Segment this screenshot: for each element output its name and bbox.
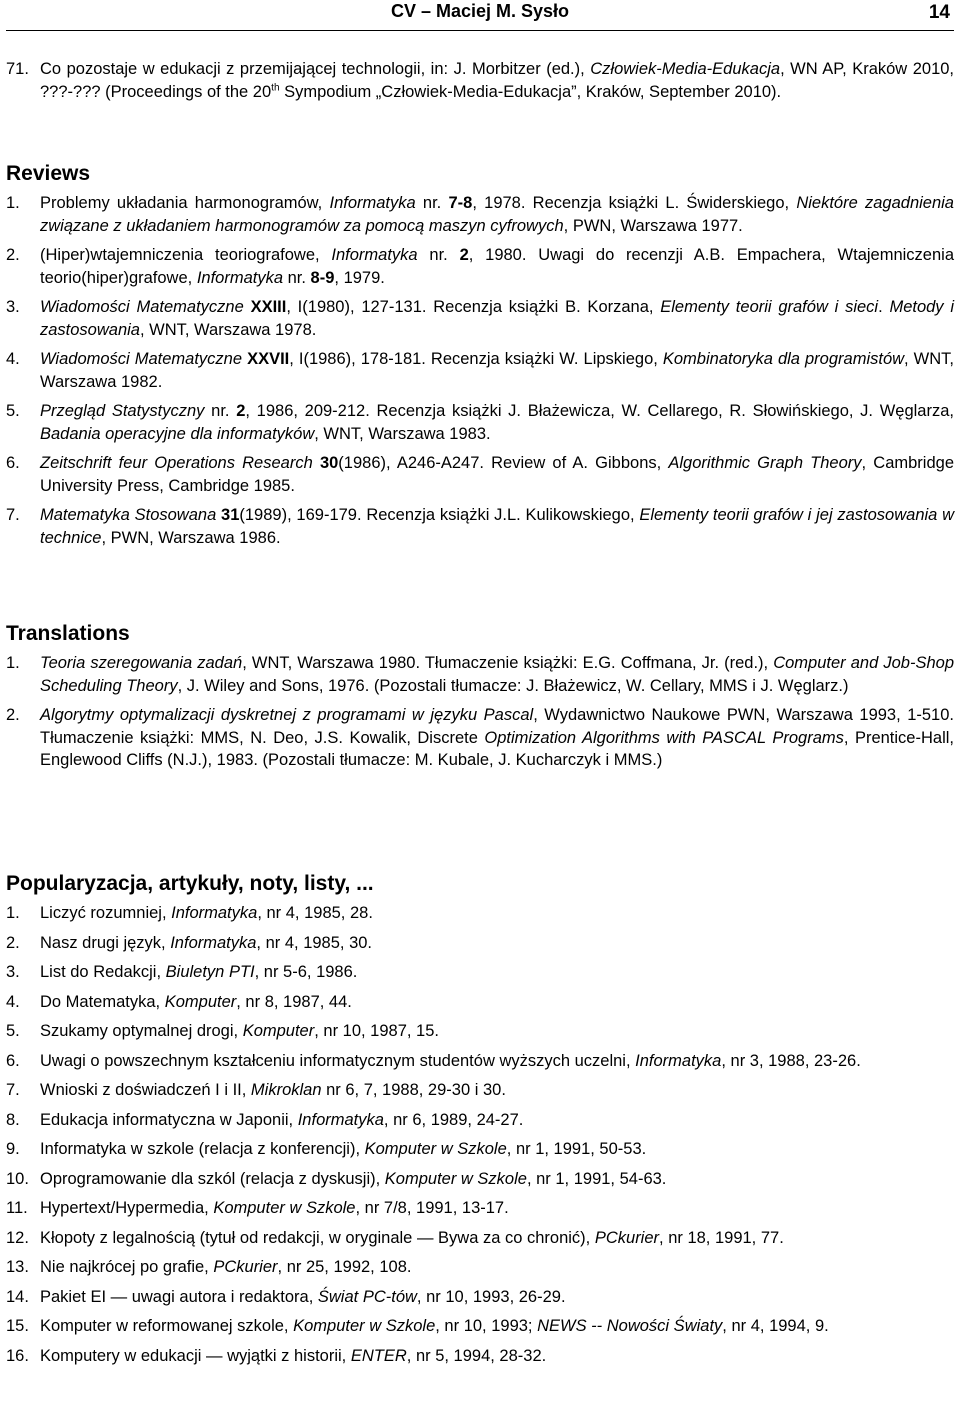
text-run: nr. — [283, 268, 311, 287]
text-run: , nr 10, 1993; — [435, 1317, 538, 1335]
text-run: Świat PC-tów — [317, 1287, 417, 1306]
list-item — [6, 1020, 954, 1043]
item-number: 7. — [6, 1081, 20, 1099]
text-run: Badania operacyjne dla informatyków — [40, 424, 315, 443]
item-text — [40, 1345, 954, 1368]
item-text — [40, 1197, 954, 1220]
text-run: Człowiek-Media-Edukacja — [590, 60, 781, 78]
text-run: Informatyka — [171, 904, 258, 922]
text-run: Oprogramowanie dla szkól (relacja z dyskusji), — [40, 1169, 385, 1188]
text-run: ENTER — [350, 1346, 407, 1365]
item-text — [40, 902, 954, 925]
list-item — [6, 1079, 954, 1102]
list-item — [6, 1345, 954, 1368]
text-run: PCkurier — [594, 1228, 660, 1247]
text-run: nr. — [204, 402, 237, 420]
item-number: 2. — [6, 933, 20, 952]
text-run: 8-9 — [310, 268, 335, 287]
item-text — [40, 348, 954, 393]
text-run: , nr 4, 1985, 30. — [256, 933, 373, 952]
item-text — [40, 1227, 954, 1250]
text-run: Do Matematyka, — [40, 992, 165, 1011]
text-run: (1986), A246-A247. Review of A. Gibbons, — [338, 454, 669, 472]
text-run: XXVII — [247, 350, 290, 368]
text-run: List do Redakcji, — [40, 963, 166, 981]
text-run: Pakiet EI — uwagi autora i redaktora, — [40, 1287, 318, 1306]
text-run: (Hiper)wtajemniczenia teoriografowe, — [40, 246, 332, 264]
item-number: 2. — [6, 706, 20, 724]
item-number: 4. — [6, 350, 20, 368]
text-run: Komputer w reformowanej szkole, — [40, 1317, 294, 1335]
item-text — [40, 192, 954, 237]
text-run: Co pozostaje w edukacji z przemijającej technologii, in: J. Morbitzer (ed.), — [40, 60, 591, 78]
item-number: 6. — [6, 454, 20, 472]
popular-section — [6, 872, 954, 1374]
item-number: 3. — [6, 963, 20, 981]
text-run: Komputer — [164, 992, 237, 1011]
text-run: Nasz drugi język, — [40, 933, 171, 952]
item-number: 4. — [6, 992, 20, 1011]
text-run: Metody i zastosowania — [40, 298, 955, 339]
text-run: , nr 3, 1988, 23-26. — [721, 1051, 861, 1070]
text-run: , nr 1, 1991, 54-63. — [526, 1169, 667, 1188]
text-run: Algorytmy optymalizacji dyskretnej z programami w języku Pascal — [40, 706, 534, 724]
text-run: Mikroklan — [250, 1081, 322, 1099]
list-item — [6, 961, 954, 984]
text-run: Komputery w edukacji — wyjątki z historii, — [40, 1346, 351, 1365]
item-number: 1. — [6, 194, 20, 212]
reviews-list — [6, 192, 954, 549]
list-item — [6, 192, 954, 237]
item-number: 13. — [6, 1258, 29, 1276]
text-run: Komputer — [242, 1022, 315, 1040]
text-run: Wnioski z doświadczeń I i II, — [40, 1081, 251, 1099]
item-text — [40, 58, 954, 103]
text-run: , 1978. Recenzja książki L. Świderskiego, — [472, 194, 797, 212]
text-run: , nr 8, 1987, 44. — [236, 992, 352, 1011]
item-text — [40, 504, 954, 549]
list-item — [6, 932, 954, 955]
text-run: Liczyć rozumniej, — [40, 904, 172, 922]
page-number: 14 — [928, 2, 950, 23]
text-run: Informatyka w szkole (relacja z konferencji), — [40, 1140, 365, 1158]
text-run: Algorithmic Graph Theory — [668, 454, 862, 472]
text-run: Wiadomości Matematyczne — [40, 298, 244, 316]
text-run: , WNT, Warszawa 1983. — [314, 424, 491, 443]
item-text — [40, 1138, 954, 1161]
text-run: Uwagi o powszechnym kształceniu informatycznym studentów wyższych uczelni, — [40, 1051, 636, 1070]
list-item — [6, 704, 954, 772]
publications-continued — [6, 58, 954, 110]
text-run: Nie najkrócej po grafie, — [40, 1258, 214, 1276]
text-run: Edukacja informatyczna w Japonii, — [40, 1110, 298, 1129]
text-run: Komputer w Szkole — [213, 1199, 356, 1217]
item-number: 16. — [6, 1346, 29, 1365]
item-number: 14. — [6, 1287, 29, 1306]
text-run: Matematyka Stosowana — [40, 506, 217, 524]
text-run: Hypertext/Hypermedia, — [40, 1199, 214, 1217]
item-text — [40, 1256, 954, 1279]
text-run: , nr 10, 1993, 26-29. — [416, 1287, 566, 1306]
list-item — [6, 1168, 954, 1191]
text-run: Szukamy optymalnej drogi, — [40, 1022, 243, 1040]
text-run: , nr 1, 1991, 50-53. — [506, 1140, 647, 1158]
text-run: , WNT, Warszawa 1980. Tłumaczenie książki: E.G. Coffmana, Jr. (red.), — [242, 654, 774, 672]
list-item — [6, 1286, 954, 1309]
text-run: Informatyka — [331, 246, 418, 264]
list-item — [6, 1050, 954, 1073]
text-run: Informatyka — [170, 933, 257, 952]
text-run: , WNT, Warszawa 1978. — [139, 320, 317, 339]
item-text — [40, 452, 954, 497]
text-run: Kombinatoryka dla programistów — [662, 350, 905, 368]
text-run: , 1979. — [334, 268, 385, 287]
item-text — [40, 932, 954, 955]
text-run: , nr 4, 1985, 28. — [257, 904, 373, 922]
text-run: Problemy układania harmonogramów, — [40, 194, 330, 212]
section-heading-popular: Popularyzacja, artykuły, noty, listy, ... — [6, 872, 374, 895]
item-text — [40, 1109, 954, 1132]
item-number: 11. — [6, 1199, 28, 1217]
translations-section — [6, 622, 954, 779]
list-item — [6, 1197, 954, 1220]
list-item — [6, 58, 954, 103]
text-run: nr 6, 7, 1988, 29-30 i 30. — [321, 1081, 506, 1099]
item-text — [40, 961, 954, 984]
text-run: , nr 10, 1987, 15. — [314, 1022, 439, 1040]
text-run: Optimization Algorithms with PASCAL Programs — [484, 728, 844, 747]
list-item — [6, 400, 954, 445]
text-run: , Prentice-Hall, Englewood Cliffs (N.J.), 1983. (Pozostali tłumacze: M. Kubale, J. Kucharczyk i MMS.) — [40, 728, 954, 769]
text-run: th — [271, 82, 280, 93]
item-number: 2. — [6, 246, 20, 264]
text-run: Informatyka — [329, 194, 416, 212]
item-text — [40, 1020, 954, 1043]
item-text — [40, 704, 954, 772]
text-run: Zeitschrift feur Operations Research — [40, 454, 313, 472]
text-run: Computer and Job-Shop Scheduling Theory — [40, 654, 954, 695]
item-number: 9. — [6, 1140, 20, 1158]
item-text — [40, 991, 954, 1014]
list-item — [6, 452, 954, 497]
list-item — [6, 348, 954, 393]
item-text — [40, 296, 954, 341]
text-run: Kłopoty z legalnością (tytuł od redakcji, w oryginale — Bywa za co chronić), — [40, 1228, 595, 1247]
text-run: 2 — [236, 402, 246, 420]
popular-list — [6, 902, 954, 1367]
text-run: Informatyka — [297, 1110, 384, 1129]
text-run: , PWN, Warszawa 1986. — [101, 528, 281, 547]
text-run: Elementy teorii grafów i jej zastosowania w technice — [40, 506, 955, 547]
text-run: 7-8 — [448, 194, 473, 212]
text-run: nr. — [417, 246, 460, 264]
item-number: 8. — [6, 1110, 20, 1129]
list-item — [6, 244, 954, 289]
list-item — [6, 1109, 954, 1132]
item-number: 12. — [6, 1228, 29, 1247]
item-text — [40, 652, 954, 697]
text-run: , WNT, Warszawa 1982. — [40, 350, 954, 391]
text-run: NEWS -- Nowości Światy — [537, 1317, 723, 1335]
text-run: 31 — [221, 506, 240, 524]
item-text — [40, 1079, 954, 1102]
item-number: 3. — [6, 298, 20, 316]
text-run: XXIII — [250, 298, 287, 316]
list-item — [6, 296, 954, 341]
list-item — [6, 504, 954, 549]
text-run: , Cambridge University Press, Cambridge 1985. — [40, 454, 954, 495]
text-run: (1989), 169-179. Recenzja książki J.L. Kulikowskiego, — [239, 506, 640, 524]
text-run: , nr 4, 1994, 9. — [722, 1317, 829, 1335]
item-number: 1. — [6, 904, 20, 922]
list-item — [6, 991, 954, 1014]
header-title: CV – Maciej M. Sysło — [390, 1, 570, 21]
item-text — [40, 244, 954, 289]
text-run: Teoria szeregowania zadań — [40, 654, 243, 672]
item-text — [40, 1315, 954, 1338]
text-run: , WN AP, Kraków 2010, ???-??? (Proceedings of the 20 — [40, 60, 955, 101]
text-run: , I(1986), 178-181. Recenzja książki W. Lipskiego, — [289, 350, 663, 368]
item-number: 5. — [6, 402, 20, 420]
text-run: Biuletyn PTI — [165, 963, 255, 981]
item-number: 10. — [6, 1169, 29, 1188]
item-number: 71. — [6, 60, 29, 78]
section-heading-reviews: Reviews — [6, 162, 91, 185]
text-run: , I(1980), 127-131. Recenzja książki B. Korzana, — [286, 298, 661, 316]
publication-list — [6, 58, 954, 103]
item-text — [40, 1050, 954, 1073]
text-run: , nr 18, 1991, 77. — [659, 1228, 784, 1247]
text-run: , nr 7/8, 1991, 13-17. — [355, 1199, 509, 1217]
item-number: 7. — [6, 506, 20, 524]
list-item — [6, 1227, 954, 1250]
list-item — [6, 902, 954, 925]
text-run: 2 — [459, 246, 469, 264]
text-run: , nr 5-6, 1986. — [254, 963, 358, 981]
text-run: , J. Wiley and Sons, 1976. (Pozostali tłumacze: J. Błażewicz, W. Cellary, MMS i J. Węglarz.) — [177, 676, 849, 695]
text-run — [244, 298, 251, 316]
item-text — [40, 400, 954, 445]
item-number: 15. — [6, 1317, 29, 1335]
text-run: , 1986, 209-212. Recenzja książki J. Błażewicza, W. Cellarego, R. Słowińskiego, J. Węglarza, — [245, 402, 954, 420]
text-run: Elementy teorii grafów i sieci — [660, 298, 879, 316]
text-run: , Wydawnictwo Naukowe PWN, Warszawa 1993, 1-510. Tłumaczenie książki: MMS, N. Deo, J.S. Kowalik, Discrete — [40, 706, 954, 747]
text-run: . — [878, 298, 890, 316]
text-run: , nr 25, 1992, 108. — [277, 1258, 412, 1276]
text-run: Komputer w Szkole — [364, 1140, 507, 1158]
text-run: , PWN, Warszawa 1977. — [563, 216, 743, 235]
text-run: , nr 6, 1989, 24-27. — [383, 1110, 524, 1129]
text-run: nr. — [415, 194, 449, 212]
translations-list — [6, 652, 954, 772]
text-run: , nr 5, 1994, 28-32. — [406, 1346, 547, 1365]
item-number: 6. — [6, 1051, 20, 1070]
list-item — [6, 1138, 954, 1161]
list-item — [6, 1256, 954, 1279]
text-run: Przegląd Statystyczny — [40, 402, 205, 420]
text-run: Sympodium „Człowiek-Media-Edukacja”, Kraków, September 2010). — [279, 82, 782, 101]
text-run: Komputer w Szkole — [384, 1169, 527, 1188]
text-run: 30 — [319, 454, 339, 472]
item-text — [40, 1168, 954, 1191]
text-run: Wiadomości Matematyczne — [40, 350, 243, 368]
text-run: , 1980. Uwagi do recenzji A.B. Empachera, Wtajemniczenia teorio(hiper)grafowe, — [40, 246, 955, 287]
item-number: 5. — [6, 1022, 20, 1040]
item-text — [40, 1286, 954, 1309]
item-number: 1. — [6, 654, 20, 672]
list-item — [6, 652, 954, 697]
text-run: Komputer w Szkole — [293, 1317, 436, 1335]
list-item — [6, 1315, 954, 1338]
page-header — [6, 0, 954, 31]
reviews-section — [6, 162, 954, 556]
text-run: PCkurier — [213, 1258, 278, 1276]
text-run: Informatyka — [196, 268, 284, 287]
text-run: Informatyka — [635, 1051, 722, 1070]
text-run — [313, 454, 320, 472]
text-run: Niektóre zagadnienia związane z układaniem harmonogramów za pomocą maszyn cyfrowych — [40, 194, 954, 235]
section-heading-translations: Translations — [6, 622, 130, 645]
